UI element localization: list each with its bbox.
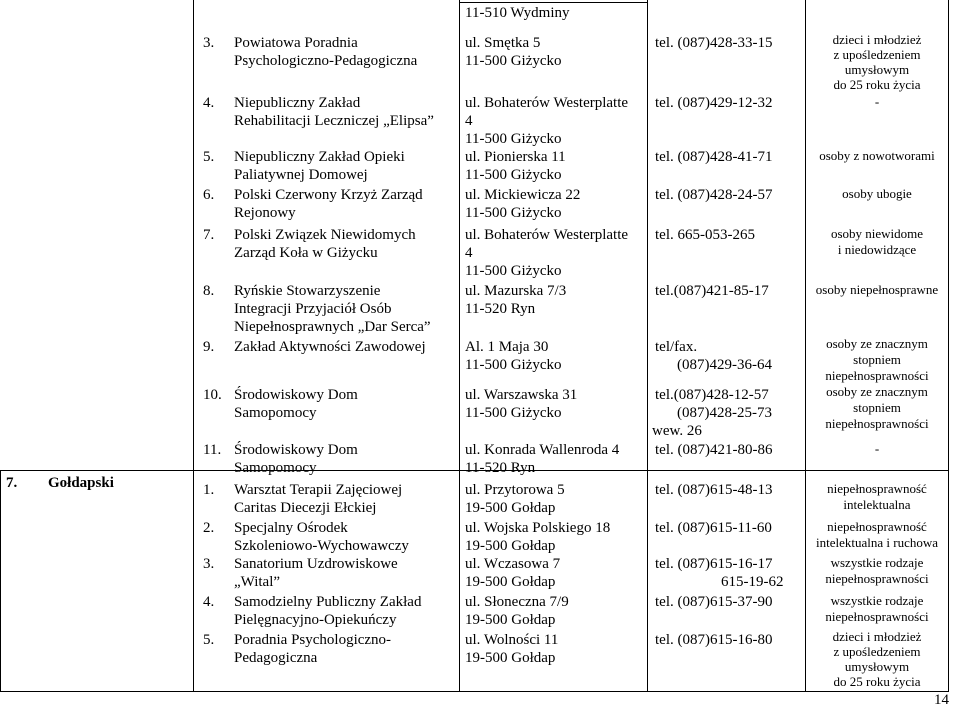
institution-address: 11-500 Giżycko [465,205,562,221]
institution-name: Warsztat Terapii Zajęciowej [234,482,403,498]
institution-address: ul. Warszawska 31 [465,387,578,403]
institution-name: Psychologiczno-Pedagogiczna [234,53,418,69]
institution-address: 19-500 Gołdap [465,612,556,628]
table-hline-bottom [0,691,949,692]
row-number: 11. [203,442,222,458]
institution-name: „Wital” [234,574,281,590]
target-group: niepełnosprawność [827,519,927,534]
institution-phone: tel. (087)615-37-90 [655,594,773,610]
institution-phone: tel. (087)428-33-15 [655,35,773,51]
institution-name: Niepubliczny Zakład [234,95,361,111]
target-group: osoby ubogie [842,186,912,201]
target-group: niepełnosprawności [825,416,929,431]
target-group: z upośledzeniem [833,47,921,62]
institution-address: 4 [465,113,473,129]
table-vline-district [193,0,194,692]
target-group: niepełnosprawność [827,481,927,496]
target-group: wszystkie rodzaje [830,593,924,608]
row-number: 7. [203,227,215,243]
institution-address: 11-500 Giżycko [465,357,562,373]
target-group: osoby ze znacznym [826,384,928,399]
institution-name: Sanatorium Uzdrowiskowe [234,556,398,572]
row-number: 3. [203,35,215,51]
row-number: 5. [203,632,215,648]
institution-name: Rehabilitacji Leczniczej „Elipsa” [234,113,434,129]
institution-phone: tel. (087)615-16-80 [655,632,773,648]
institution-name: Samodzielny Publiczny Zakład [234,594,422,610]
institution-name: Środowiskowy Dom [234,442,358,458]
institution-address: 19-500 Gołdap [465,574,556,590]
institution-name: Caritas Diecezji Ełckiej [234,500,377,516]
institution-address: ul. Wczasowa 7 [465,556,561,572]
row-number: 9. [203,339,215,355]
institution-address: 11-500 Giżycko [465,405,562,421]
institution-address: 11-510 Wydminy [465,5,570,21]
row-number: 4. [203,95,215,111]
target-group: dzieci i młodzież [832,629,922,644]
institution-address: 19-500 Gołdap [465,500,556,516]
institution-name: Zakład Aktywności Zawodowej [234,339,426,355]
institution-name: Szkoleniowo-Wychowawczy [234,538,409,554]
institution-name: Specjalny Ośrodek [234,520,348,536]
institution-name: Paliatywnej Domowej [234,167,368,183]
institution-address: 4 [465,245,473,261]
target-group: osoby ze znacznym [826,336,928,351]
table-vline-name [459,0,460,692]
institution-name: Polski Czerwony Krzyż Zarząd [234,187,423,203]
institution-address: ul. Słoneczna 7/9 [465,594,569,610]
institution-phone: 615-19-62 [721,574,784,590]
institution-phone: tel. (087)615-48-13 [655,482,773,498]
target-group: stopniem [853,352,901,367]
institution-name: Polski Związek Niewidomych [234,227,416,243]
institution-address: ul. Wojska Polskiego 18 [465,520,611,536]
institution-address: ul. Przytorowa 5 [465,482,565,498]
institution-phone: tel. (087)428-24-57 [655,187,773,203]
target-group: do 25 roku życia [833,77,921,92]
page-number: 14 [934,692,949,708]
institution-phone: tel.(087)421-85-17 [655,283,769,299]
institution-phone: tel. (087)428-41-71 [655,149,773,165]
institution-address: ul. Wolności 11 [465,632,559,648]
target-group: niepełnosprawności [825,571,929,586]
institution-name: Powiatowa Poradnia [234,35,358,51]
institution-address: 19-500 Gołdap [465,650,556,666]
institution-address: ul. Smętka 5 [465,35,541,51]
row-number: 6. [203,187,215,203]
institution-phone: tel. (087)615-16-17 [655,556,773,572]
district-name: Gołdapski [48,475,114,491]
institution-address: 19-500 Gołdap [465,538,556,554]
institution-name: Pedagogiczna [234,650,318,666]
institution-address: Al. 1 Maja 30 [465,339,549,355]
table-hline-top [459,2,647,3]
institution-name: Poradnia Psychologiczno- [234,632,392,648]
target-group: z upośledzeniem [833,644,921,659]
institution-address: ul. Bohaterów Westerplatte [465,227,629,243]
target-group: do 25 roku życia [833,674,921,689]
institution-address: 11-520 Ryn [465,460,536,476]
table-vline-left [0,470,1,692]
institution-name: Samopomocy [234,405,317,421]
institution-phone: tel/fax. [655,339,698,355]
institution-phone: wew. 26 [652,423,702,439]
target-group: osoby niepełnosprawne [815,282,939,297]
row-number: 1. [203,482,215,498]
row-number: 2. [203,520,215,536]
district-number: 7. [6,475,18,491]
institution-address: ul. Mazurska 7/3 [465,283,567,299]
institution-address: 11-500 Giżycko [465,263,562,279]
institution-name: Niepełnosprawnych „Dar Serca” [234,319,431,335]
target-group: wszystkie rodzaje [830,555,924,570]
institution-phone: tel. (087)429-12-32 [655,95,773,111]
target-group: i niedowidzące [837,242,917,257]
table-vline-address [647,0,648,692]
target-group: niepełnosprawności [825,368,929,383]
row-number: 10. [203,387,222,403]
target-group: osoby z nowotworami [819,148,935,163]
target-group: osoby niewidome [830,226,924,241]
institution-address: ul. Pionierska 11 [465,149,566,165]
row-number: 5. [203,149,215,165]
institution-name: Rejonowy [234,205,296,221]
institution-address: 11-520 Ryn [465,301,536,317]
target-group: umysłowym [844,659,910,674]
institution-address: ul. Bohaterów Westerplatte [465,95,629,111]
institution-address: 11-500 Giżycko [465,131,562,147]
institution-name: Integracji Przyjaciół Osób [234,301,392,317]
target-group: intelektualna i ruchowa [815,535,938,550]
institution-phone: (087)428-25-73 [677,405,772,421]
institution-address: 11-500 Giżycko [465,167,562,183]
target-group: dzieci i młodzież [832,32,922,47]
target-group: - [874,94,880,109]
institution-address: 11-500 Giżycko [465,53,562,69]
institution-name: Niepubliczny Zakład Opieki [234,149,405,165]
target-group: - [874,441,880,456]
target-group: intelektualna [843,497,911,512]
institution-phone: tel. (087)421-80-86 [655,442,773,458]
institution-phone: tel.(087)428-12-57 [655,387,769,403]
institution-name: Pielęgnacyjno-Opiekuńczy [234,612,397,628]
institution-phone: (087)429-36-64 [677,357,772,373]
row-number: 3. [203,556,215,572]
institution-phone: tel. 665-053-265 [655,227,755,243]
target-group: stopniem [853,400,901,415]
institution-name: Środowiskowy Dom [234,387,358,403]
institution-phone: tel. (087)615-11-60 [655,520,772,536]
institution-name: Samopomocy [234,460,317,476]
institution-address: ul. Konrada Wallenroda 4 [465,442,620,458]
institution-address: ul. Mickiewicza 22 [465,187,581,203]
institution-name: Zarząd Koła w Giżycku [234,245,378,261]
target-group: niepełnosprawności [825,609,929,624]
institution-name: Ryńskie Stowarzyszenie [234,283,381,299]
row-number: 8. [203,283,215,299]
target-group: umysłowym [844,62,910,77]
row-number: 4. [203,594,215,610]
